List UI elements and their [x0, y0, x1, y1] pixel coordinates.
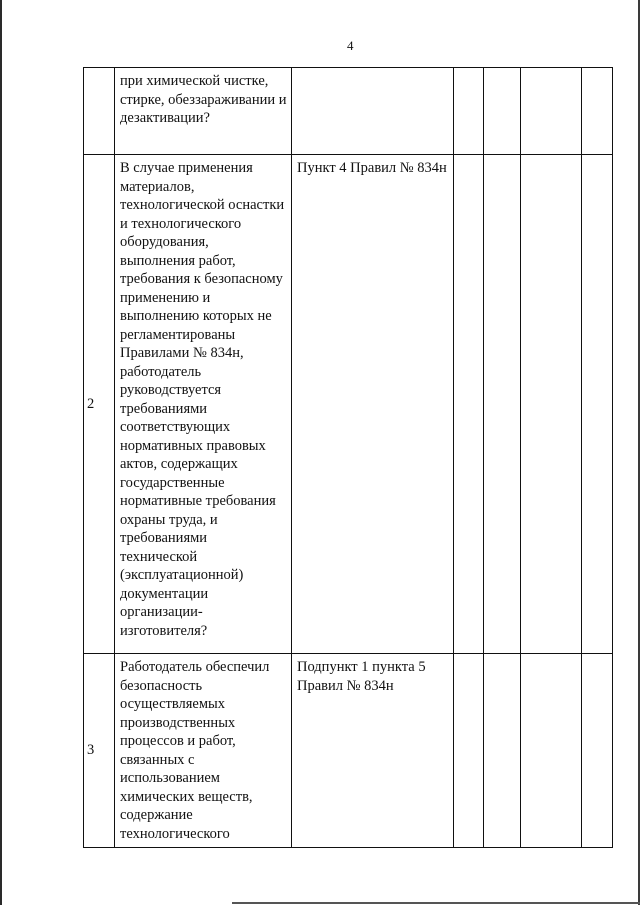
answer-cell-no [484, 654, 521, 848]
answer-cell-no [484, 68, 521, 155]
row-number-cell: 2 [84, 155, 115, 654]
reference-cell [292, 68, 454, 155]
reference-cell [292, 155, 454, 654]
scan-edge-left [0, 0, 2, 905]
table-row [84, 654, 613, 848]
checklist-table [83, 67, 613, 848]
notes-cell [582, 654, 613, 848]
reference-text: Пункт 4 Правил № 834н [297, 160, 447, 176]
answer-cell-no [484, 155, 521, 654]
question-cell [115, 155, 292, 654]
answer-cell-yes [454, 155, 484, 654]
table-row [84, 68, 613, 155]
question-text: Работодатель обеспечил безопасность осуществляемых производственных процессов и работ, связанных с использованием химических веществ, содержание технологического [120, 659, 270, 842]
answer-cell-na [521, 654, 582, 848]
answer-cell-yes [454, 654, 484, 848]
row-number-cell: 3 [84, 654, 115, 848]
answer-cell-yes [454, 68, 484, 155]
row-number-cell [84, 68, 115, 155]
table-row [84, 155, 613, 654]
question-cell [115, 654, 292, 848]
page-number: 4 [347, 38, 354, 53]
scan-bottom-edge [232, 902, 640, 904]
answer-cell-na [521, 155, 582, 654]
question-cell [115, 68, 292, 155]
answer-cell-na [521, 68, 582, 155]
notes-cell [582, 155, 613, 654]
notes-cell [582, 68, 613, 155]
question-text: при химической чистке, стирке, обеззараживании и дезактивации? [120, 73, 287, 126]
question-text: В случае применения материалов, технологической оснастки и технологического оборудования, выполнения работ, требования к безопасному применению и выполнению которых не регламентированы Правилами № 834н, работодатель руководствуется требованиями соответствующих нормативных правовых актов, содержащих государственные нормативные требования охраны труда, и требованиями технической (эксплуатационной) документации организации-изготовителя? [120, 160, 285, 639]
reference-cell [292, 654, 454, 848]
reference-text: Подпункт 1 пункта 5 Правил № 834н [297, 659, 426, 694]
